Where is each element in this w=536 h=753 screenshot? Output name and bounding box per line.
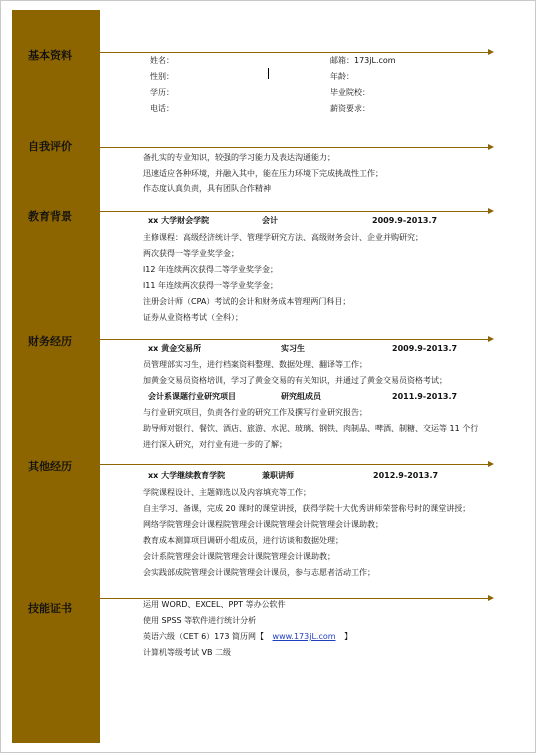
section-title-finance: 财务经历 <box>28 335 72 348</box>
finance-org-1: xx 黄金交易所 <box>148 344 202 353</box>
self-eval-line: 迅速适应各种环境，并融入其中，能在压力环境下完成挑战性工作； <box>143 169 383 178</box>
education-line: l12 年连续两次获得二等学业奖学金； <box>143 265 278 274</box>
finance-dates-2: 2011.9-2013.7 <box>392 392 458 401</box>
skill-line: 运用 WORD、EXCEL、PPT 等办公软件 <box>143 600 286 609</box>
education-line: 注册会计师（CPA）考试的会计和财务成本管理两门科目； <box>143 297 351 306</box>
education-line: 证券从业资格考试（全科）； <box>143 313 243 322</box>
age-label: 年龄： <box>330 72 354 81</box>
other-line: 会计系院管理会计课院管理会计课院管理会计课助教； <box>143 552 335 561</box>
section-title-basic: 基本资料 <box>28 49 72 62</box>
education-line: 主修课程：高级经济统计学、管理学研究方法、高级财务会计、企业并购研究； <box>143 233 423 242</box>
self-eval-line: 备扎实的专业知识，较强的学习能力及表达沟通能力； <box>143 153 335 162</box>
other-line: 学院课程设计、主题筛选以及内容填充等工作； <box>143 488 311 497</box>
education-line: 两次获得一等学业奖学金； <box>143 249 239 258</box>
skill-line: 使用 SPSS 等软件进行统计分析 <box>143 616 257 625</box>
text-cursor <box>268 68 269 79</box>
sidebar-band <box>12 10 100 743</box>
skill-english-close: 】 <box>344 632 353 641</box>
site-link[interactable]: www.173jL.com <box>272 632 336 641</box>
other-line: 自主学习、备课，完成 20 课时的课堂讲授，获得学院十大优秀讲师荣誉称号时的课堂讲授； <box>143 504 471 513</box>
finance-dates-1: 2009.9-2013.7 <box>392 344 458 353</box>
finance-role-1: 实习生 <box>281 344 305 353</box>
section-title-skills: 技能证书 <box>28 602 72 615</box>
education-dates: 2009.9-2013.7 <box>372 216 438 225</box>
finance-line: 助导师对银行、餐饮、酒店、旅游、水泥、玻璃、钢铁、肉制品、啤酒、制糖、交运等 11 个行 <box>143 424 479 433</box>
other-dates: 2012.9-2013.7 <box>373 471 439 480</box>
section-rule-education <box>100 211 488 212</box>
section-rule-basic <box>100 52 488 53</box>
skill-line: 计算机等级考试 VB 二级 <box>143 648 232 657</box>
skill-english-text: 英语六级（CET 6）173 简历网【 <box>143 632 264 641</box>
school-label: 毕业院校： <box>330 88 370 97</box>
finance-line: 与行业研究项目，负责各行业的研究工作及撰写行业研究报告； <box>143 408 367 417</box>
finance-line: 员管理部实习生，进行档案资料整理、数据处理、翻译等工作； <box>143 360 367 369</box>
finance-org-2: 会计系课题行业研究项目 <box>148 392 236 401</box>
education-school: xx 大学财会学院 <box>148 216 210 225</box>
other-role: 兼职讲师 <box>262 471 294 480</box>
other-line: 网络学院管理会计课程院管理会计课院管理会计院管理会计课助教； <box>143 520 383 529</box>
name-label: 姓名： <box>150 56 174 65</box>
salary-label: 薪资要求： <box>330 104 370 113</box>
degree-label: 学历： <box>150 88 174 97</box>
section-title-self-eval: 自我评价 <box>28 140 72 153</box>
section-rule-other <box>100 464 488 465</box>
section-rule-skills <box>100 598 488 599</box>
education-major: 会计 <box>262 216 278 225</box>
section-title-other: 其他经历 <box>28 460 72 473</box>
email-field: 邮箱：173jL.com <box>330 56 396 65</box>
section-title-education: 教育背景 <box>28 210 72 223</box>
finance-role-2: 研究组成员 <box>281 392 321 401</box>
section-rule-self-eval <box>100 147 488 148</box>
skill-line-english <box>143 632 352 642</box>
section-rule-finance <box>100 339 488 340</box>
other-line: 会实践部成院管理会计课院管理会计课员，参与志愿者活动工作； <box>143 568 375 577</box>
other-org: xx 大学继续教育学院 <box>148 471 226 480</box>
self-eval-line: 作态度认真负责，具有团队合作精神 <box>143 184 271 193</box>
phone-label: 电话： <box>150 104 174 113</box>
gender-label: 性别： <box>150 72 174 81</box>
finance-line: 进行深入研究，对行业有进一步的了解； <box>143 440 287 449</box>
finance-line: 加黄金交易员资格培训，学习了黄金交易的有关知识，并通过了黄金交易员资格考试； <box>143 376 447 385</box>
other-line: 教育成本测算项目调研小组成员，进行访谈和数据处理； <box>143 536 343 545</box>
education-line: l11 年连续两次获得一等学业奖学金； <box>143 281 278 290</box>
